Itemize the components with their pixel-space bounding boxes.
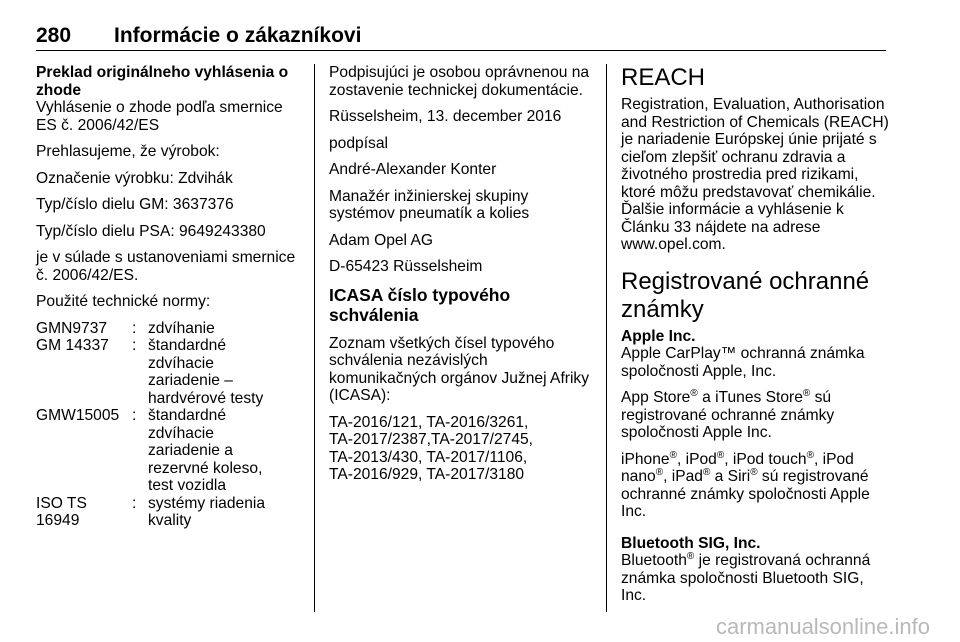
norm-description: štandardné zdvíhacie zariadenie – hardvérové testy — [148, 337, 264, 407]
place-date: Rüsselsheim, 13. december 2016 — [329, 108, 562, 125]
signatory-statement: Podpisujúci je osobou oprávnenou na zostavenie technickej dokumentácie. — [329, 64, 590, 99]
table-row — [36, 337, 288, 407]
icasa-intro: Zoznam všetkých čísel typového schválenia nezávislých komunikačných orgánov Južnej Afriky (ICASA): — [329, 334, 590, 404]
compliance-statement: je v súlade s ustanoveniami smernice č. 2006/42/ES. — [36, 249, 296, 284]
signatory-role: Manažér inžinierskej skupiny systémov pneumatík a kolies — [329, 187, 530, 222]
company-address: D-65423 Rüsselsheim — [329, 258, 483, 275]
icasa-line: TA-2016/121, TA-2016/3261, — [329, 413, 529, 431]
icasa-line: TA-2013/430, TA-2017/1106, — [329, 448, 528, 466]
norm-description: štandardné zdvíhacie zariadenie a rezervné koleso, test vozidla — [148, 407, 263, 494]
icasa-numbers — [329, 414, 595, 484]
signatory-name: André-Alexander Konter — [329, 161, 497, 178]
page-number: 280 — [36, 24, 72, 47]
icasa-heading: ICASA číslo typového schválenia — [329, 284, 511, 325]
column-declaration — [36, 64, 304, 530]
declaration-heading: Preklad originálneho vyhlásenia o zhode — [36, 64, 289, 99]
watermark: carmanualsonline.info — [715, 614, 930, 639]
norm-separator: : — [132, 337, 137, 354]
reach-heading: REACH — [621, 64, 706, 91]
iphone-text: iPhone®, iPod®, iPod touch®, iPod nano®, iPad® a Siri® sú registrované ochranné známky spoločnosti Apple Inc. — [621, 449, 870, 520]
norm-description: zdvíhanie — [148, 319, 215, 337]
column-signatory — [329, 64, 595, 493]
norm-code: GMN9737 — [36, 319, 108, 337]
page-title: Informácie o zákazníkovi — [114, 24, 362, 47]
norm-separator: : — [132, 494, 137, 512]
declaration-statement: Prehlasujeme, že výrobok: — [36, 143, 220, 160]
icasa-line: TA-2017/2387,TA-2017/2745, — [329, 431, 534, 448]
norm-code: ISO TS 16949 — [36, 494, 87, 529]
norm-code: GM 14337 — [36, 337, 109, 354]
column-divider — [606, 64, 607, 612]
app-store-text: App Store® a iTunes Store® sú registrované ochranné známky spoločnosti Apple Inc. — [621, 387, 835, 441]
gm-part-number: Typ/číslo dielu GM: 3637376 — [36, 196, 234, 213]
column-divider — [314, 64, 315, 612]
norm-description: systémy riadenia kvality — [148, 494, 265, 529]
norm-code: GMW15005 — [36, 407, 120, 424]
reach-text: Registration, Evaluation, Authorisation and Restriction of Chemicals (REACH) je nariadenie Európskej únie prijaté s cieľom zlepšiť ochranu zdravia a životného prostredia pred rizikami, ktoré môžu predstavovať chemikálie. Ďalšie informácie a vyhlásenie k Článku 33 nájdete na adrese www.opel.com. — [621, 96, 889, 253]
product-designation: Označenie výrobku: Zdvihák — [36, 169, 233, 187]
bluetooth-heading: Bluetooth SIG, Inc. — [621, 534, 761, 552]
icasa-line: TA-2016/929, TA-2017/3180 — [329, 466, 525, 483]
bluetooth-text: Bluetooth® je registrovaná ochranná známka spoločnosti Bluetooth SIG, Inc. — [621, 550, 871, 604]
norm-separator: : — [132, 319, 137, 337]
table-row — [36, 320, 288, 338]
psa-part-number: Typ/číslo dielu PSA: 9649243380 — [36, 222, 266, 240]
trademarks-heading: Registrované ochranné známky — [621, 267, 870, 323]
apple-carplay-text: Apple CarPlay™ ochranná známka spoločnosti Apple, Inc. — [621, 345, 865, 380]
norms-table — [36, 320, 288, 530]
column-reach-trademarks — [621, 64, 889, 614]
norm-separator: : — [132, 407, 137, 424]
apple-heading: Apple Inc. — [621, 327, 696, 345]
norms-intro: Použité technické normy: — [36, 293, 211, 310]
signed-label: podpísal — [329, 134, 388, 152]
table-row — [36, 407, 288, 495]
company-name: Adam Opel AG — [329, 231, 434, 249]
page-header — [36, 24, 886, 51]
declaration-intro: Vyhlásenie o zhode podľa smernice ES č. 2006/42/ES — [36, 99, 283, 134]
table-row — [36, 495, 288, 530]
